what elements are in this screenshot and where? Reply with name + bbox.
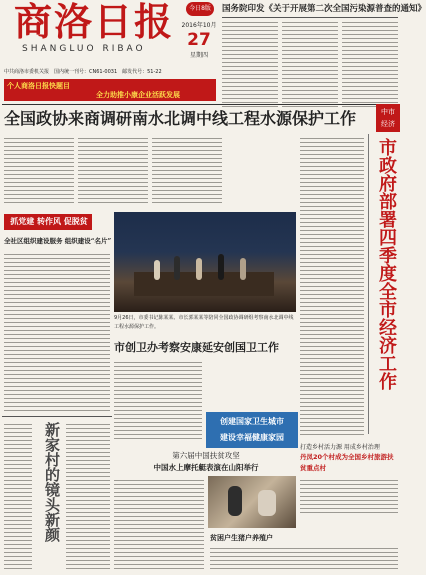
masthead-date-box (180, 2, 218, 64)
blue-banner-line2: 建设幸福健康家园 (220, 433, 284, 442)
vertical-headline: 新家村的镜头新颜 (43, 422, 61, 542)
slogan-bar (4, 79, 216, 101)
small-headline-2: 中国水上摩托艇表演在山阳举行 (153, 463, 259, 472)
left-tag (4, 214, 92, 230)
blue-banner-line1: 创建国家卫生城市 (220, 417, 284, 426)
masthead-date: 2016年10月 (181, 22, 217, 29)
masthead-weekday: 星期四 (189, 52, 208, 59)
masthead-pinyin: SHANGLUO RIBAO (22, 44, 146, 54)
top-right-headline: 国务院印发《关于开展第二次全国污染源普查的通知》 (222, 4, 426, 14)
left-subhead: 全社区组织建设服务 组织建设“名片” (4, 237, 112, 245)
photo-caption: 9月26日，市委书记陈某某、市长郭某某等陪同全国政协调研组考察南水北调中线工程水源保护工作。 (114, 315, 294, 330)
mid-headline: 市创卫办考察安康延安创国卫工作 (114, 341, 279, 354)
bottom-photo (208, 476, 296, 528)
left-tag-text: 抓党建 转作风 促脱贫 (10, 217, 88, 226)
side-tag (376, 104, 400, 132)
masthead-title: 商洛日报 (14, 0, 175, 44)
masthead-day: 27 (187, 30, 211, 50)
main-photo (114, 212, 296, 312)
blue-banner (206, 412, 298, 448)
side-tag-text: 中市经济 (381, 108, 395, 128)
masthead-badge: 今日8版 (186, 2, 214, 16)
right-lower-headline: 丹凤20个村成为全国乡村旅游扶贫重点村 (300, 453, 394, 472)
right-column-headline: 市政府部署四季度全市经济工作 (376, 138, 397, 390)
bottom-headline: 贫困户生猪户养殖户 (210, 533, 273, 542)
masthead-info-line: 中共商洛市委机关报 国内统一刊号：CN61-0031 邮发代号：51-22 (4, 69, 162, 75)
slogan-line-2: 全力助推小康企业活跃发展 (96, 91, 180, 99)
right-lower-tagline: 打造乡村活力源 用成乡村治理 (300, 444, 380, 451)
slogan-line-1: 个人商洛日报快题目 (7, 82, 70, 90)
main-headline: 全国政协来商调研南水北调中线工程水源保护工作 (4, 109, 357, 128)
small-headline-1: 第六届中国扶贫攻坚 (172, 451, 240, 460)
